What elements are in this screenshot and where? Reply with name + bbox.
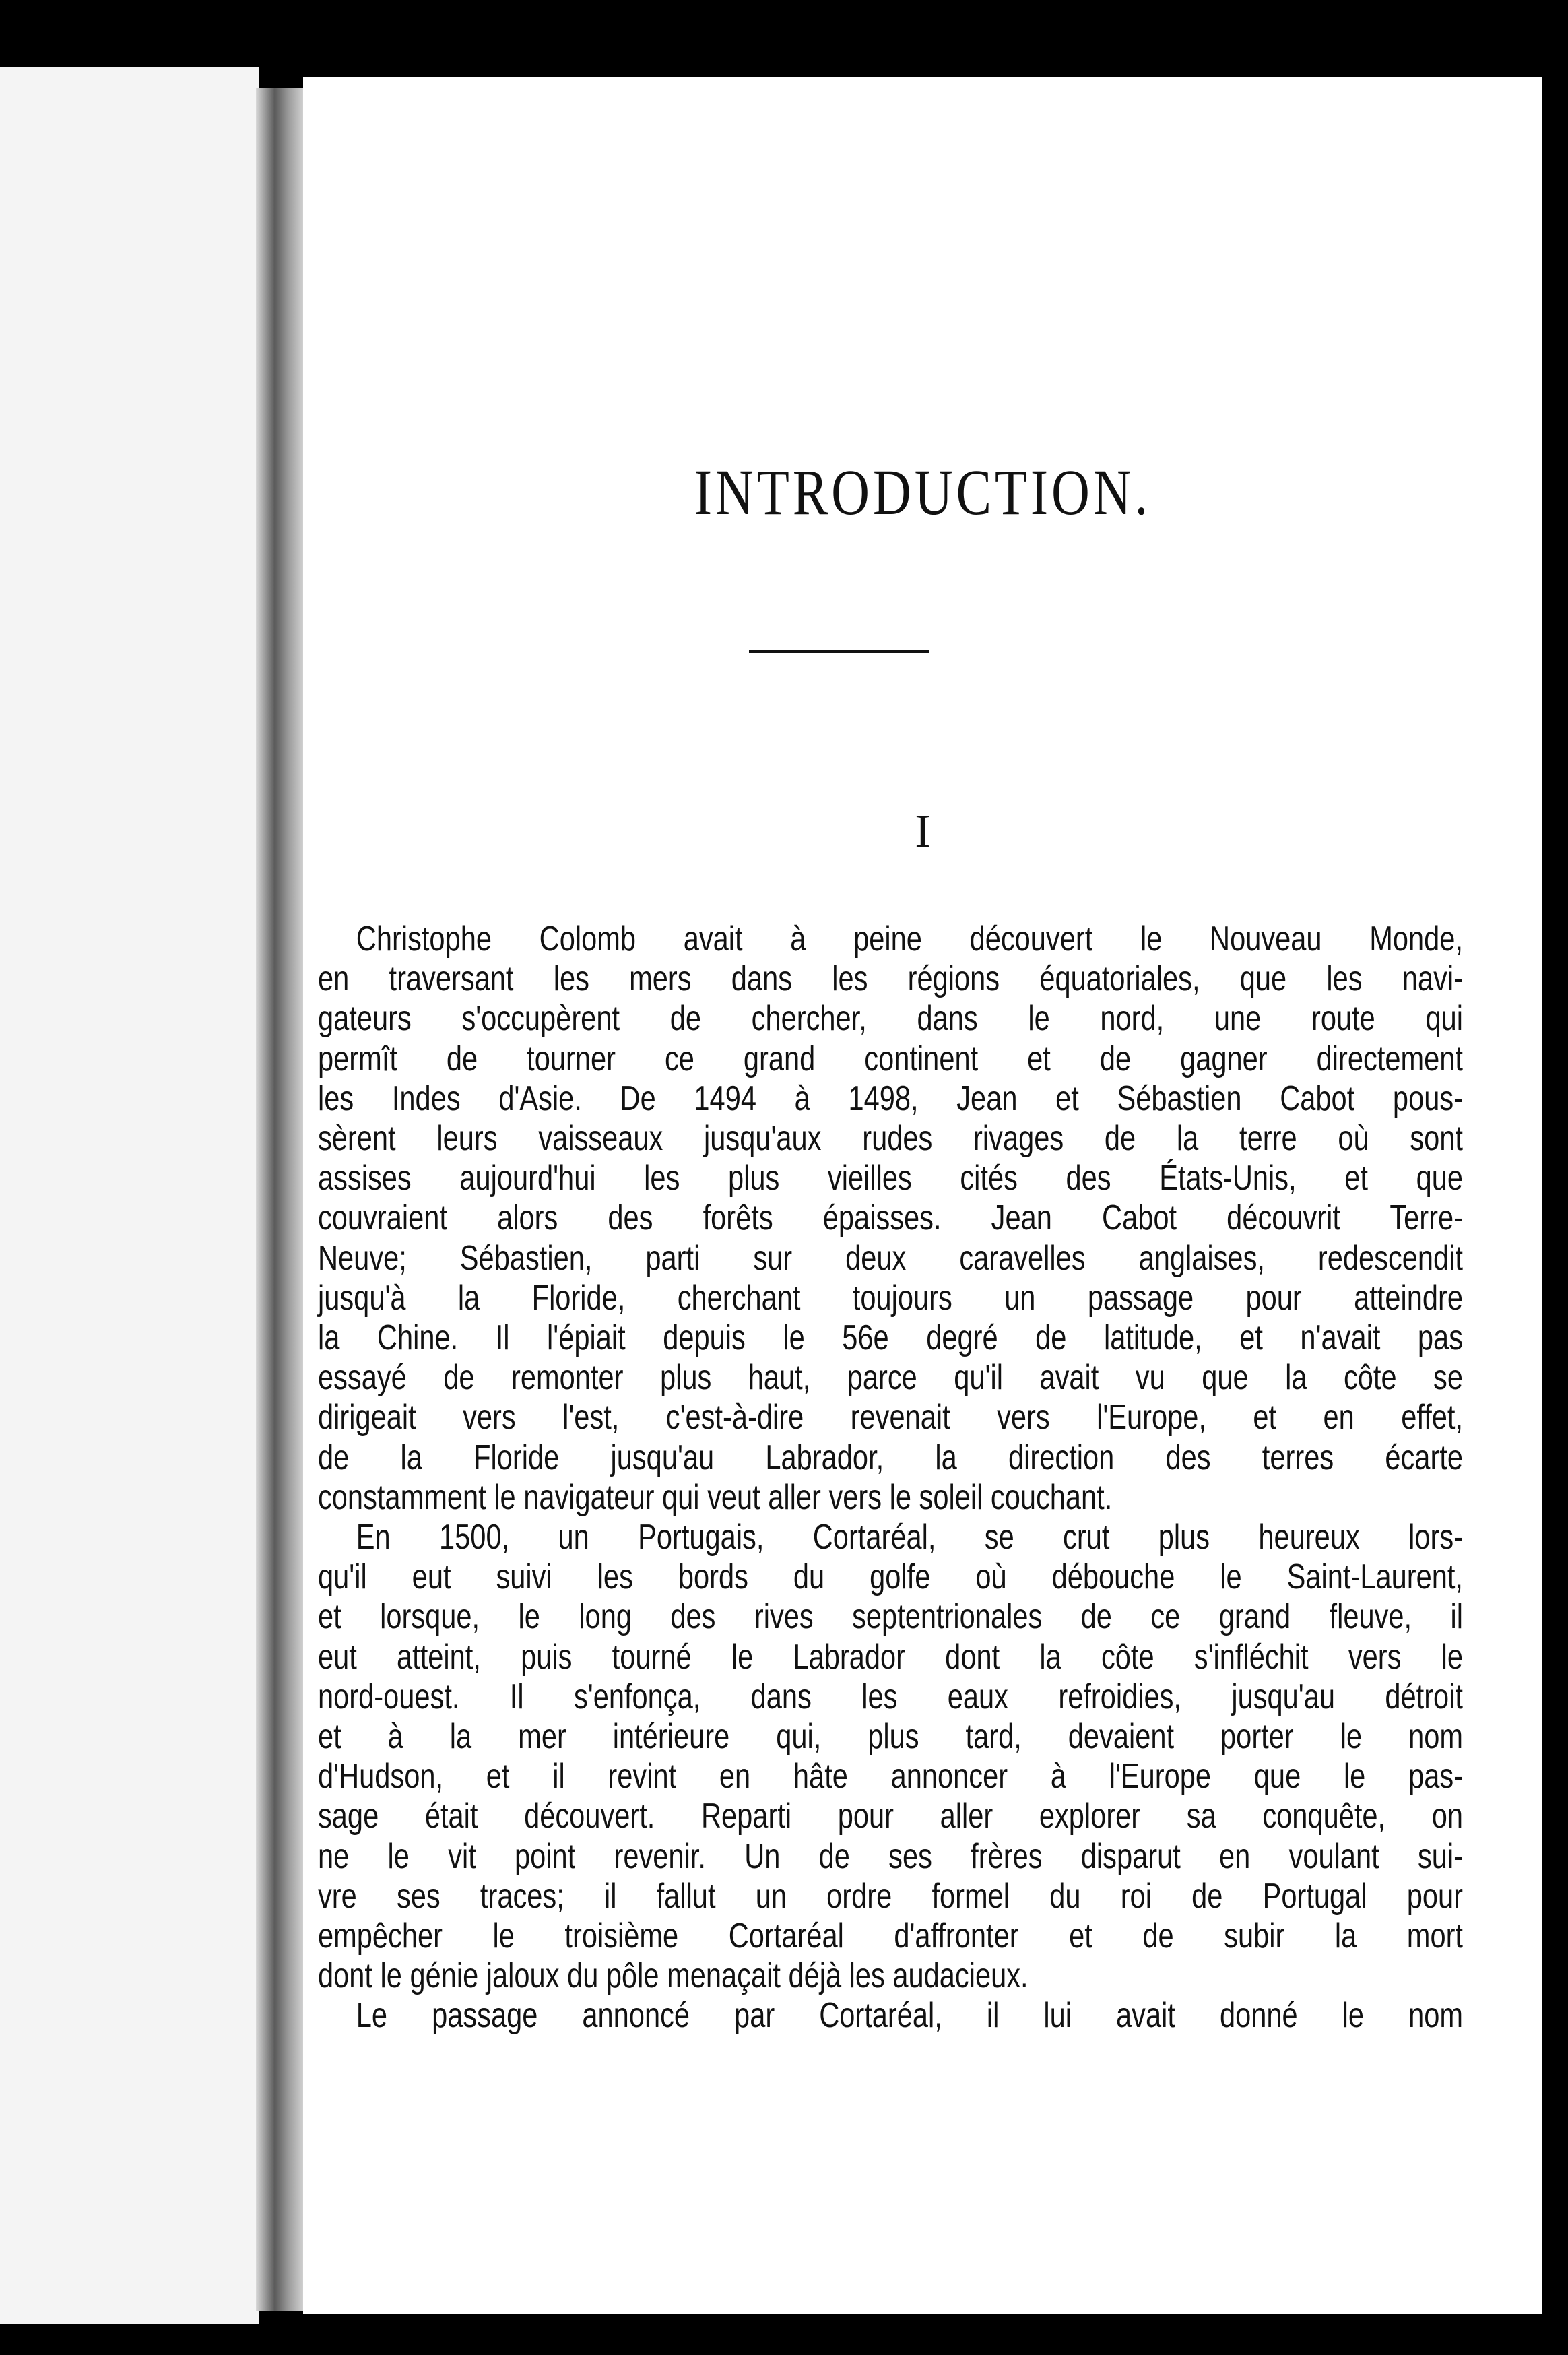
text-line: vre ses traces; il fallut un ordre formel du roi de Portugal pour — [318, 1876, 1463, 1916]
text-line: qu'il eut suivi les bords du golfe où débouche le Saint-Laurent, — [318, 1557, 1463, 1597]
text-line: nord-ouest. Il s'enfonça, dans les eaux refroidies, jusqu'au détroit — [318, 1677, 1463, 1716]
title-rule — [749, 650, 929, 653]
text-line: dont le génie jaloux du pôle menaçait déjà les audacieux. — [318, 1956, 1028, 1996]
text-line: la Chine. Il l'épiait depuis le 56e degré de latitude, et n'avait pas — [318, 1318, 1463, 1358]
text-line: sèrent leurs vaisseaux jusqu'aux rudes rivages de la terre où sont — [318, 1119, 1463, 1159]
text-line: gateurs s'occupèrent de chercher, dans le nord, une route qui — [318, 999, 1463, 1039]
text-line: d'Hudson, et il revint en hâte annoncer à l'Europe que le pas- — [318, 1757, 1463, 1797]
page-title: INTRODUCTION. — [694, 456, 1152, 528]
previous-page-edge — [0, 67, 259, 2324]
text-line: constamment le navigateur qui veut aller vers le soleil couchant. — [318, 1477, 1113, 1517]
text-line: Christophe Colomb avait à peine découvert le Nouveau Monde, — [356, 920, 1463, 959]
text-line: eut atteint, puis tourné le Labrador dont la côte s'infléchit vers le — [318, 1637, 1463, 1677]
text-line: et lorsque, le long des rives septentrionales de ce grand fleuve, il — [318, 1597, 1463, 1637]
text-line: sage était découvert. Reparti pour aller explorer sa conquête, on — [318, 1797, 1463, 1836]
text-line: de la Floride jusqu'au Labrador, la direction des terres écarte — [318, 1438, 1463, 1477]
text-line: jusqu'à la Floride, cherchant toujours un passage pour atteindre — [318, 1278, 1463, 1318]
text-line: essayé de remonter plus haut, parce qu'il avait vu que la côte se — [318, 1358, 1463, 1398]
text-line: assises aujourd'hui les plus vieilles cités des États-Unis, et que — [318, 1159, 1463, 1198]
text-line: Le passage annoncé par Cortaréal, il lui avait donné le nom — [356, 1996, 1463, 2036]
text-line: dirigeait vers l'est, c'est-à-dire revenait vers l'Europe, et en effet, — [318, 1398, 1463, 1438]
text-line: En 1500, un Portugais, Cortaréal, se crut plus heureux lors- — [356, 1518, 1463, 1557]
book-page — [303, 77, 1542, 2314]
text-line: empêcher le troisième Cortaréal d'affronter et de subir la mort — [318, 1916, 1463, 1956]
body-text — [318, 920, 1463, 2036]
text-line: et à la mer intérieure qui, plus tard, devaient porter le nom — [318, 1717, 1463, 1757]
text-line: permît de tourner ce grand continent et de gagner directement — [318, 1039, 1463, 1078]
text-line: les Indes d'Asie. De 1494 à 1498, Jean et Sébastien Cabot pous- — [318, 1078, 1463, 1118]
text-line: Neuve; Sébastien, parti sur deux caravelles anglaises, redescendit — [318, 1238, 1463, 1278]
section-number: I — [915, 806, 931, 858]
book-gutter — [256, 88, 310, 2311]
text-line: ne le vit point revenir. Un de ses frères disparut en voulant sui- — [318, 1836, 1463, 1876]
text-line: couvraient alors des forêts épaisses. Jean Cabot découvrit Terre- — [318, 1198, 1463, 1238]
text-line: en traversant les mers dans les régions équatoriales, que les navi- — [318, 959, 1463, 999]
